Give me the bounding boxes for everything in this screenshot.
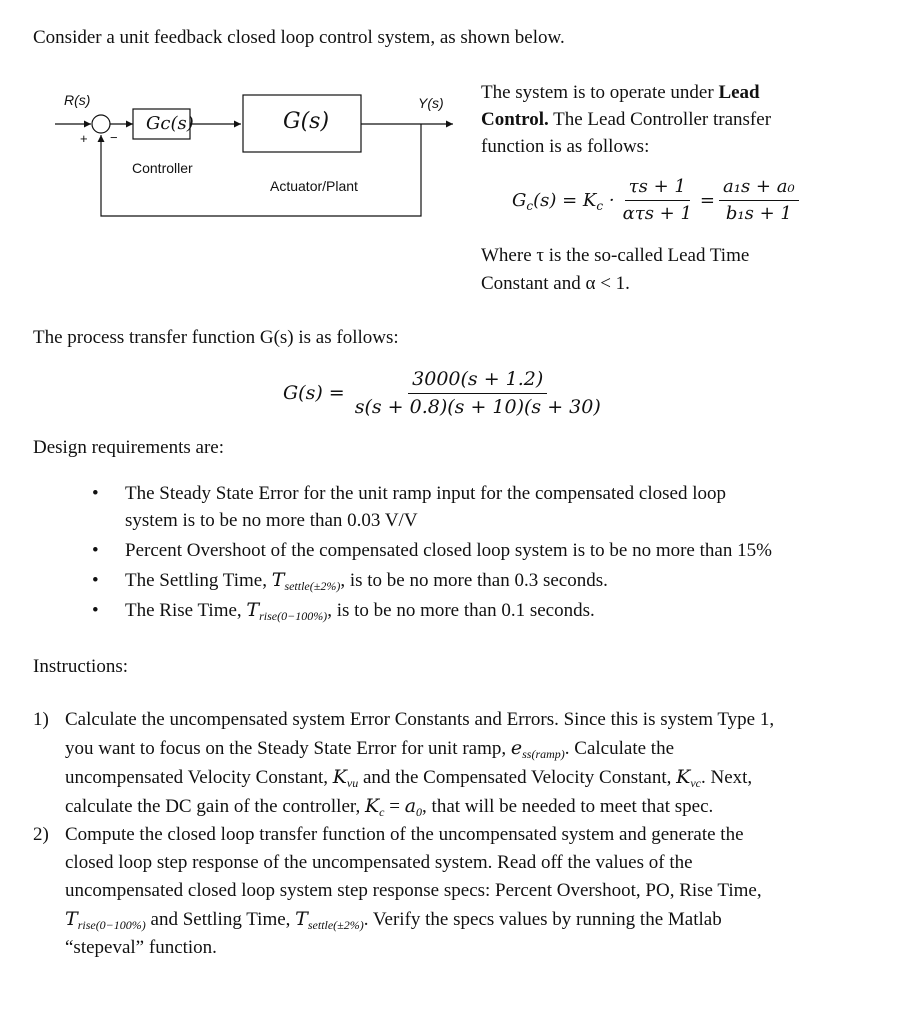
intro-text: Consider a unit feedback closed loop control system, as shown below. (33, 27, 565, 48)
lead-where-2: Constant and α < 1. (481, 273, 630, 294)
process-fraction: $\frac{3000(s + 1.2)}{s(s + 0.8)(s + 10)(s + 30)}$ (354, 368, 601, 418)
summing-junction (92, 115, 110, 133)
lead-line-3: function is as follows: (481, 136, 650, 157)
lead-fraction-2: $\frac{\text{a₁s + a₀}}{\text{b₁s + 1}}$ (719, 176, 799, 224)
controller-block-label: Gc(s) (146, 113, 194, 134)
instructions-heading: Instructions: (33, 656, 128, 677)
requirements-list (92, 480, 872, 627)
controller-caption: Controller (132, 160, 193, 176)
lead-where-1: Where τ is the so-called Lead Time (481, 245, 750, 266)
plant-caption: Actuator/Plant (270, 178, 358, 194)
block-diagram (55, 85, 475, 225)
lead-line-1: The system is to operate under Lead (481, 82, 760, 103)
requirement-ess: • The Steady State Error for the unit ramp input for the compensated closed loop system is to be no more than 0.03 V/V (92, 483, 726, 531)
lead-line-2: Control. The Lead Controller transfer (481, 109, 772, 130)
output-label: Y(s) (418, 95, 444, 111)
lead-fraction-1: $\frac{\tau s + 1}{\text{ατs + 1}}$ (622, 176, 692, 224)
plus-sign: + (80, 131, 88, 146)
instruction-2: 2) Compute the closed loop transfer function of the uncompensated system and generate the closed loop step response of the uncompensated system. Read off the values of the uncompensated closed loop system step response specs: Percent Overshoot, PO, Rise Time, $T_{rise(0-100\%)}$ and Settling Time, $T_{settle(\pm 2\%)}$. Verify the specs values by running the Matlab “stepeval” function. (33, 824, 762, 958)
requirement-settling: • The Settling Time, $T_{settle(\pm 2\%)}$, is to be no more than 0.3 seconds. (92, 569, 608, 593)
lead-equation: $G_c(s) = K_c$ · $\frac{\tau s + 1}{\text{ατs + 1}}$ = $\frac{\text{a₁s + a₀}}{\text{b₁s + 1}}$ (512, 176, 799, 224)
instruction-1: 1) Calculate the uncompensated system Error Constants and Errors. Since this is system Type 1, you want to focus on the Steady State Error for unit ramp, $e_{ss(ramp)}$. Calculate the uncompensated Velocity Constant, $K_{vu}$ and the Compensated Velocity Constant, $K_{vc}$. Next, calculate the DC gain of the controller, $K_c = a_0$, that will be needed to meet that spec. (33, 709, 775, 819)
input-label: R(s) (64, 92, 91, 108)
requirement-overshoot: • Percent Overshoot of the compensated closed loop system is to be no more than 15% (92, 540, 772, 561)
process-equation: G(s) = $\frac{3000(s + 1.2)}{s(s + 0.8)(s + 10)(s + 30)}$ (283, 368, 605, 419)
requirement-rise: • The Rise Time, $T_{rise(0-100\%)}$, is to be no more than 0.1 seconds. (92, 599, 595, 623)
plant-block-label: G(s) (283, 109, 330, 134)
minus-sign: − (110, 130, 118, 145)
process-intro: The process transfer function G(s) is as follows: (33, 327, 399, 348)
requirements-heading: Design requirements are: (33, 437, 224, 458)
instructions-list (33, 706, 853, 962)
